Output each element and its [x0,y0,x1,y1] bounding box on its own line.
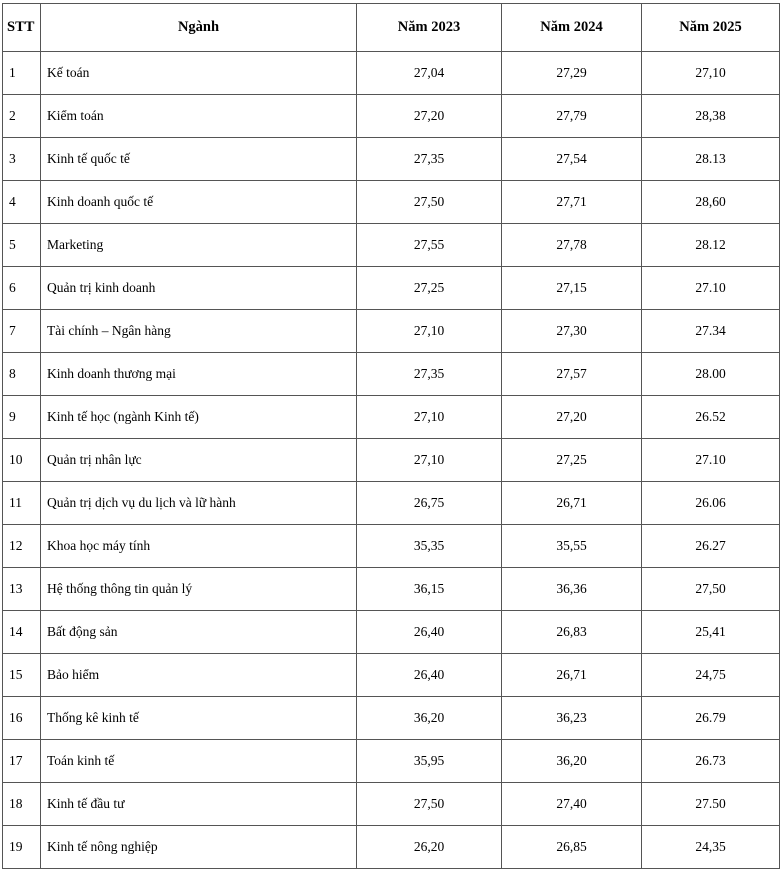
cell-score-2024: 36,23 [502,697,642,740]
cell-score-2023: 26,40 [357,611,502,654]
cell-score-2024: 26,85 [502,826,642,869]
admission-scores-table [2,3,780,869]
cell-score-2025: 26.52 [642,396,780,439]
cell-score-2023: 36,15 [357,568,502,611]
cell-stt: 19 [3,826,41,869]
cell-score-2025: 27.34 [642,310,780,353]
cell-major-name: Kinh tế quốc tế [41,138,357,181]
cell-stt: 12 [3,525,41,568]
cell-stt: 8 [3,353,41,396]
cell-score-2023: 27,25 [357,267,502,310]
table-row [3,783,780,826]
cell-stt: 11 [3,482,41,525]
cell-major-name: Toán kinh tế [41,740,357,783]
cell-score-2024: 36,36 [502,568,642,611]
cell-stt: 17 [3,740,41,783]
cell-score-2024: 26,71 [502,482,642,525]
cell-major-name: Kinh tế học (ngành Kinh tế) [41,396,357,439]
cell-score-2023: 26,75 [357,482,502,525]
cell-stt: 9 [3,396,41,439]
cell-score-2024: 27,15 [502,267,642,310]
cell-stt: 4 [3,181,41,224]
table-row [3,224,780,267]
cell-score-2023: 27,50 [357,783,502,826]
header-row [3,4,780,52]
cell-major-name: Kinh tế nông nghiệp [41,826,357,869]
cell-major-name: Tài chính – Ngân hàng [41,310,357,353]
cell-stt: 18 [3,783,41,826]
cell-stt: 14 [3,611,41,654]
cell-stt: 13 [3,568,41,611]
cell-major-name: Kiểm toán [41,95,357,138]
cell-score-2023: 27,10 [357,396,502,439]
cell-score-2023: 27,55 [357,224,502,267]
cell-stt: 3 [3,138,41,181]
table-row [3,482,780,525]
cell-score-2025: 26.27 [642,525,780,568]
cell-score-2025: 27.10 [642,267,780,310]
cell-score-2025: 28,60 [642,181,780,224]
cell-score-2025: 28,38 [642,95,780,138]
header-year-2024: Năm 2024 [502,4,642,52]
table-row [3,826,780,869]
table-body [3,52,780,869]
cell-score-2023: 27,35 [357,353,502,396]
cell-score-2025: 26.06 [642,482,780,525]
cell-stt: 16 [3,697,41,740]
cell-score-2023: 26,40 [357,654,502,697]
cell-score-2024: 27,25 [502,439,642,482]
cell-score-2025: 27,50 [642,568,780,611]
cell-score-2023: 26,20 [357,826,502,869]
cell-score-2023: 36,20 [357,697,502,740]
table-row [3,611,780,654]
cell-score-2025: 28.12 [642,224,780,267]
cell-score-2025: 27.10 [642,439,780,482]
cell-major-name: Thống kê kinh tế [41,697,357,740]
cell-score-2025: 26.73 [642,740,780,783]
header-name: Ngành [41,4,357,52]
cell-stt: 6 [3,267,41,310]
cell-score-2025: 24,35 [642,826,780,869]
cell-stt: 15 [3,654,41,697]
cell-score-2025: 27,10 [642,52,780,95]
cell-score-2025: 26.79 [642,697,780,740]
cell-score-2024: 27,40 [502,783,642,826]
cell-major-name: Kinh doanh quốc tế [41,181,357,224]
table-row [3,697,780,740]
cell-major-name: Quản trị kinh doanh [41,267,357,310]
cell-major-name: Quản trị dịch vụ du lịch và lữ hành [41,482,357,525]
cell-major-name: Bất động sản [41,611,357,654]
table-row [3,439,780,482]
table-header [3,4,780,52]
cell-score-2024: 26,71 [502,654,642,697]
cell-score-2024: 27,79 [502,95,642,138]
cell-score-2025: 27.50 [642,783,780,826]
cell-score-2024: 27,20 [502,396,642,439]
cell-stt: 5 [3,224,41,267]
cell-score-2023: 27,04 [357,52,502,95]
cell-major-name: Kinh tế đầu tư [41,783,357,826]
cell-score-2025: 25,41 [642,611,780,654]
cell-score-2023: 27,10 [357,439,502,482]
cell-score-2024: 27,78 [502,224,642,267]
cell-score-2024: 27,57 [502,353,642,396]
table-row [3,525,780,568]
cell-score-2023: 35,95 [357,740,502,783]
table-row [3,353,780,396]
table-row [3,310,780,353]
table-row [3,740,780,783]
table-row [3,654,780,697]
cell-score-2025: 28.00 [642,353,780,396]
cell-score-2023: 27,10 [357,310,502,353]
cell-score-2023: 27,50 [357,181,502,224]
cell-stt: 2 [3,95,41,138]
table-row [3,138,780,181]
header-year-2025: Năm 2025 [642,4,780,52]
cell-score-2025: 28.13 [642,138,780,181]
cell-major-name: Bảo hiểm [41,654,357,697]
cell-score-2023: 27,35 [357,138,502,181]
cell-score-2025: 24,75 [642,654,780,697]
cell-major-name: Quản trị nhân lực [41,439,357,482]
cell-major-name: Khoa học máy tính [41,525,357,568]
cell-stt: 7 [3,310,41,353]
cell-score-2024: 27,71 [502,181,642,224]
cell-score-2024: 27,29 [502,52,642,95]
cell-score-2024: 35,55 [502,525,642,568]
cell-score-2024: 27,54 [502,138,642,181]
table-row [3,396,780,439]
cell-major-name: Marketing [41,224,357,267]
cell-major-name: Hệ thống thông tin quản lý [41,568,357,611]
table-row [3,181,780,224]
cell-stt: 1 [3,52,41,95]
table-row [3,568,780,611]
cell-score-2024: 26,83 [502,611,642,654]
cell-score-2023: 35,35 [357,525,502,568]
table-row [3,52,780,95]
cell-stt: 10 [3,439,41,482]
cell-score-2024: 27,30 [502,310,642,353]
cell-major-name: Kế toán [41,52,357,95]
table-row [3,267,780,310]
table-row [3,95,780,138]
cell-major-name: Kinh doanh thương mại [41,353,357,396]
header-year-2023: Năm 2023 [357,4,502,52]
header-stt: STT [3,4,41,52]
cell-score-2024: 36,20 [502,740,642,783]
cell-score-2023: 27,20 [357,95,502,138]
